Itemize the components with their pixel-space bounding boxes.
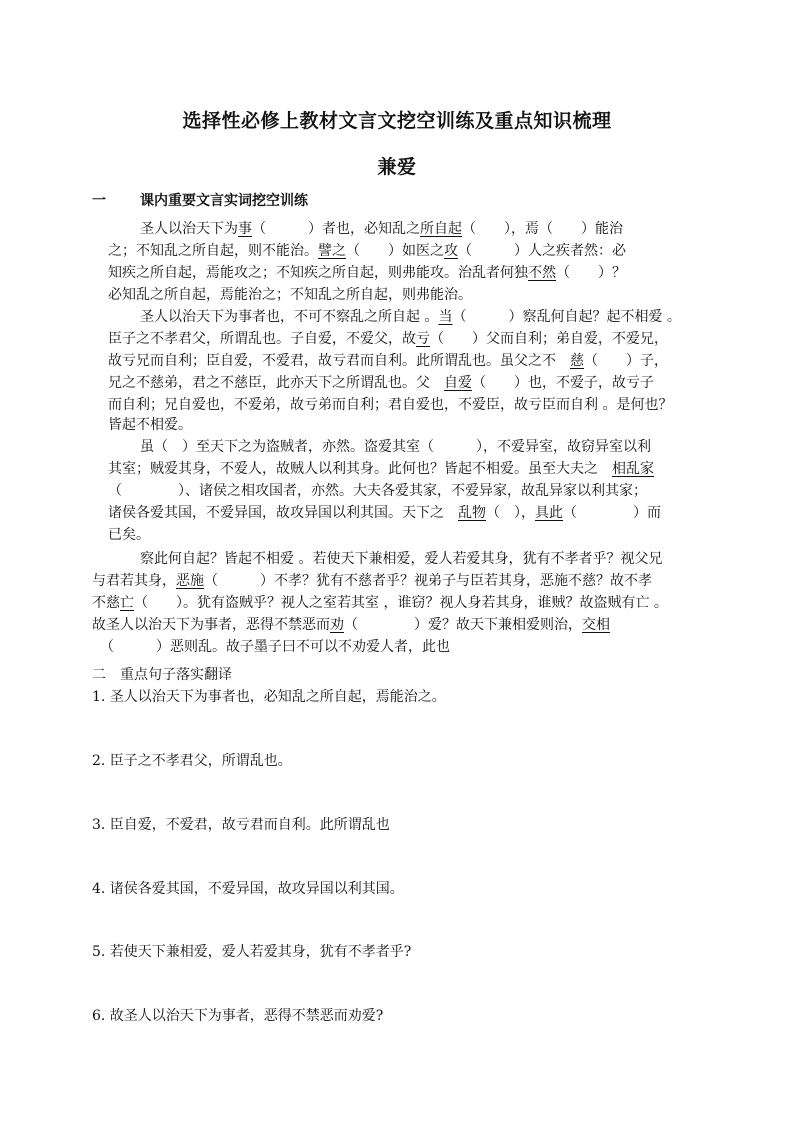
passage-text: （ ）爱？故天下兼相爱则治， bbox=[344, 617, 582, 633]
passage-line bbox=[108, 480, 647, 500]
section1-number: 一 bbox=[92, 193, 106, 209]
passage-text: 察此何自起？皆起不相爱 。若使天下兼相爱，爱人若爱其身，犹有不孝者乎？视父兄 bbox=[140, 551, 663, 567]
section1-heading: 课内重要文言实词挖空训练 bbox=[140, 193, 308, 209]
passage-line bbox=[108, 414, 192, 434]
keyword: 亡 bbox=[120, 595, 134, 611]
passage-text: 皆起不相爱。 bbox=[108, 417, 192, 433]
passage-text: （ ）子， bbox=[584, 353, 668, 369]
passage-text: （ ）而 bbox=[563, 505, 661, 521]
passage-text: （ ）人之疾者然：必 bbox=[458, 243, 626, 259]
passage-line bbox=[108, 328, 668, 348]
passage-line bbox=[108, 350, 668, 370]
passage-text: 必知乱之所自起，焉能治之；不知乱之所自起，则弗能治。 bbox=[108, 287, 472, 303]
keyword: 慈 bbox=[570, 353, 584, 369]
passage-text: 故圣人以治天下为事者，恶得不禁恶而 bbox=[92, 617, 330, 633]
keyword: 事 bbox=[238, 221, 252, 237]
keyword: 具此 bbox=[535, 505, 563, 521]
passage-text: 与君若其身， bbox=[92, 573, 176, 589]
passage-text: （ ）者也，必知乱之 bbox=[252, 221, 420, 237]
passage-text: （ ），焉（ ）能治 bbox=[462, 221, 623, 237]
passage-text: 圣人以治天下为事者也，不可不察乱之所自起 。 bbox=[140, 309, 439, 325]
keyword: 劝 bbox=[330, 617, 344, 633]
passage-text: 兄之不慈弟，君之不慈臣，此亦天下之所谓乱也。父 bbox=[108, 375, 444, 391]
passage-line bbox=[108, 394, 672, 414]
keyword: 亏 bbox=[416, 331, 430, 347]
translation-item-2: 2. 臣子之不孝君父，所谓乱也。 bbox=[92, 753, 292, 769]
document-subtitle: 兼爱 bbox=[377, 156, 417, 178]
passage-line bbox=[140, 548, 662, 568]
passage-line bbox=[140, 218, 623, 238]
passage-line bbox=[92, 592, 668, 612]
keyword: 自爱 bbox=[444, 375, 472, 391]
passage-line bbox=[100, 636, 450, 656]
passage-text: （ ）， bbox=[486, 505, 535, 521]
translation-item-6: 6. 故圣人以治天下为事者，恶得不禁恶而劝爱? bbox=[92, 1008, 384, 1024]
passage-line bbox=[108, 458, 654, 478]
passage-text: 故亏兄而自利；臣自爱，不爱君，故亏君而自利。此所谓乱也。虽父之不 bbox=[108, 353, 570, 369]
passage-line bbox=[92, 570, 652, 590]
passage-text: 而自利；兄自爱也，不爱弟，故亏弟而自利；君自爱也，不爱臣，故亏臣而自利 。是何也？ bbox=[108, 397, 673, 413]
passage-text: （ ）？ bbox=[556, 265, 626, 281]
passage-text: 虽（ ）至天下之为盗贼者，亦然。盗爱其室（ ），不爱异室，故窃异室以利 bbox=[140, 439, 651, 455]
passage-line bbox=[108, 240, 626, 260]
passage-text: （ ）、诸侯之相攻国者，亦然。大夫各爱其家，不爱异家，故乱异家以利其家； bbox=[108, 483, 647, 499]
keyword: 所自起 bbox=[420, 221, 462, 237]
passage-line bbox=[140, 306, 681, 326]
passage-text: （ ）察乱何自起？起不相爱 。 bbox=[452, 309, 681, 325]
keyword: 譬之 bbox=[318, 243, 346, 259]
passage-line bbox=[108, 262, 626, 282]
passage-text: （ ）如医之 bbox=[346, 243, 444, 259]
translation-item-5: 5. 若使天下兼相爱，爱人若爱其身，犹有不孝者乎? bbox=[92, 944, 412, 960]
passage-text: （ ）不孝？犹有不慈者乎？视弟子与臣若其身，恶施不慈？故不孝 bbox=[204, 573, 652, 589]
passage-text: 已矣。 bbox=[108, 527, 150, 543]
keyword: 攻 bbox=[444, 243, 458, 259]
passage-line bbox=[92, 614, 610, 634]
passage-text: （ ）父而自利；弟自爱，不爱兄， bbox=[430, 331, 668, 347]
keyword: 不然 bbox=[528, 265, 556, 281]
passage-line bbox=[108, 284, 472, 304]
passage-text: （ ）恶则乱。故子墨子曰不可以不劝爱人者，此也 bbox=[100, 639, 450, 655]
passage-text: 不慈 bbox=[92, 595, 120, 611]
passage-text: 知疾之所自起，焉能攻之；不知疾之所自起，则弗能攻。治乱者何独 bbox=[108, 265, 528, 281]
translation-item-1: 1. 圣人以治天下为事者也，必知乱之所自起，焉能治之。 bbox=[92, 689, 446, 705]
passage-line bbox=[140, 436, 651, 456]
keyword: 相乱家 bbox=[612, 461, 654, 477]
passage-text: 诸侯各爱其国，不爱异国，故攻异国以利其国。天下之 bbox=[108, 505, 458, 521]
translation-item-3: 3. 臣自爱，不爱君，故亏君而自利。此所谓乱也 bbox=[92, 817, 390, 833]
keyword: 乱物 bbox=[458, 505, 486, 521]
translation-item-4: 4. 诸侯各爱其国，不爱异国，故攻异国以利其国。 bbox=[92, 881, 404, 897]
passage-text: 臣子之不孝君父，所谓乱也。子自爱，不爱父，故 bbox=[108, 331, 416, 347]
passage-text: 圣人以治天下为 bbox=[140, 221, 238, 237]
section2-heading: 二 重点句子落实翻译 bbox=[92, 667, 232, 683]
passage-text: （ ）也，不爱子，故亏子 bbox=[472, 375, 654, 391]
passage-text: （ ）。犹有盗贼乎？视人之室若其室 ，谁窃？视人身若其身，谁贼？故盗贼有亡 。 bbox=[134, 595, 668, 611]
passage-line bbox=[108, 524, 150, 544]
keyword: 交相 bbox=[582, 617, 610, 633]
document-title: 选择性必修上教材文言文挖空训练及重点知识梳理 bbox=[182, 110, 612, 132]
keyword: 当 bbox=[438, 309, 453, 325]
passage-line bbox=[108, 502, 661, 522]
keyword: 恶施 bbox=[176, 573, 204, 589]
passage-line bbox=[108, 372, 654, 392]
passage-text: 之；不知乱之所自起，则不能治。 bbox=[108, 243, 318, 259]
passage-text: 其室；贼爱其身，不爱人，故贼人以利其身。此何也？皆起不相爱。虽至大夫之 bbox=[108, 461, 612, 477]
